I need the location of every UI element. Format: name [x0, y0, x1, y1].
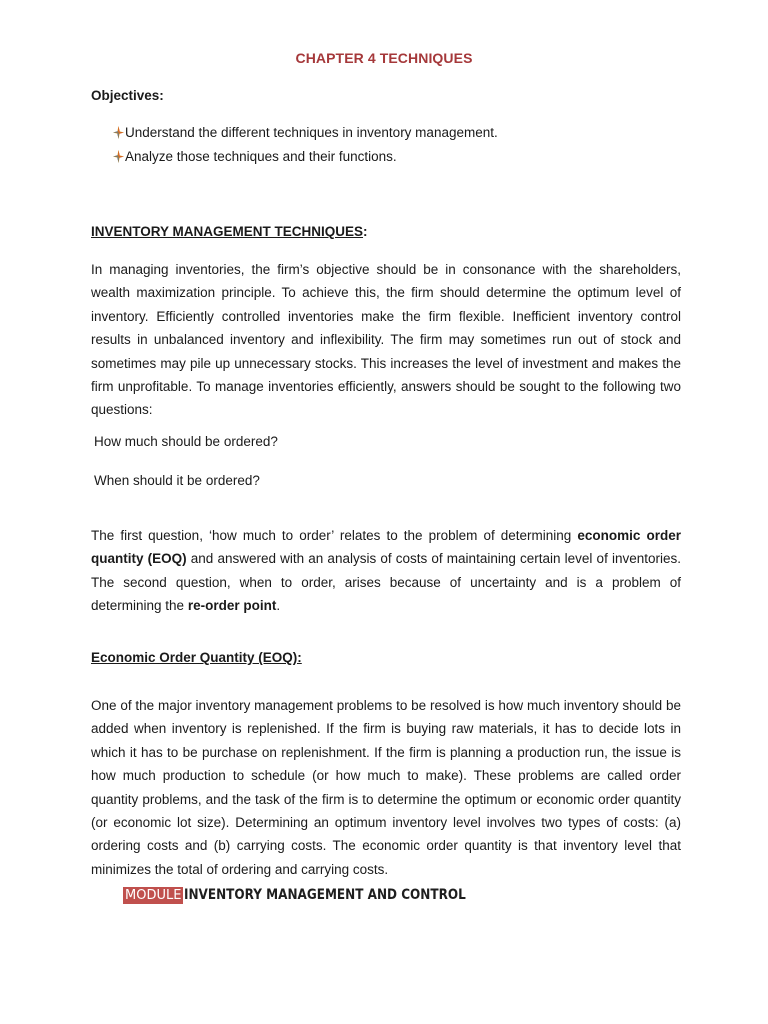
paragraph-questions-explained: [91, 524, 681, 618]
four-point-star-bullet-icon: [113, 126, 124, 139]
objectives-list: [113, 125, 498, 173]
para-text: The first question, ‘how much to order’ relates to the problem of determining: [91, 528, 578, 543]
bold-term-reorder-point: re-order point: [187, 598, 277, 614]
paragraph-eoq: One of the major inventory management problems to be resolved is how much inventory should be added when inventory is replenished. If the firm is buying raw materials, it has to decide lots in which it has to be purchase on replenishment. If the firm is planning a production run, the issue is how much production to schedule (or how much to make). These problems are called order quantity problems, and the task of the firm is to determine the optimum or economic order quantity (or economic lot size). Determining an optimum inventory level involves two types of costs: (a) ordering costs and (b) carrying costs. The economic order quantity is that inventory level that minimizes the total of ordering and carrying costs.: [91, 698, 681, 877]
module-badge: MODULE: [123, 887, 184, 904]
module-footer: [123, 885, 512, 905]
para-text: and answered with an analysis of costs of maintaining certain level of inventories. The second question, when to order, arises because of uncertainty and is a problem of determining the: [91, 551, 681, 614]
section-heading-colon: :: [363, 224, 368, 239]
bold-term-eoq: economic order quantity (EOQ): [91, 528, 681, 567]
module-title: INVENTORY MANAGEMENT AND CONTROL: [184, 887, 467, 903]
objective-text: Understand the different techniques in inventory management.: [125, 125, 498, 140]
paragraph-intro: In managing inventories, the firm’s objective should be in consonance with the shareholders, wealth maximization principle. To achieve this, the firm should determine the optimum level of inventory. Efficiently controlled inventories make the firm flexible. Inefficient inventory control results in unbalanced inventory and inflexibility. The firm may sometimes run out of stock and sometimes may pile up unnecessary stocks. This increases the level of investment and makes the firm unprofitable. To manage inventories efficiently, answers should be sought to the following two questions:: [91, 262, 681, 418]
list-item: [113, 149, 498, 173]
section-heading-text: Economic Order Quantity (EOQ):: [91, 650, 302, 665]
objective-text: Analyze those techniques and their functions.: [125, 149, 397, 164]
para-text: .: [276, 598, 281, 614]
objectives-heading: Objectives:: [91, 88, 164, 103]
list-item: [113, 125, 498, 149]
question-text: How much should be ordered?: [94, 434, 278, 449]
question-item: [91, 473, 260, 488]
section-heading-eoq: [91, 650, 302, 665]
question-text: When should it be ordered?: [94, 473, 260, 488]
section-heading-text: INVENTORY MANAGEMENT TECHNIQUES: [91, 224, 364, 239]
section-heading-inventory-techniques: [91, 224, 368, 239]
four-point-star-bullet-icon: [113, 150, 124, 163]
chapter-title: CHAPTER 4 TECHNIQUES: [295, 50, 473, 66]
question-item: [91, 434, 278, 449]
